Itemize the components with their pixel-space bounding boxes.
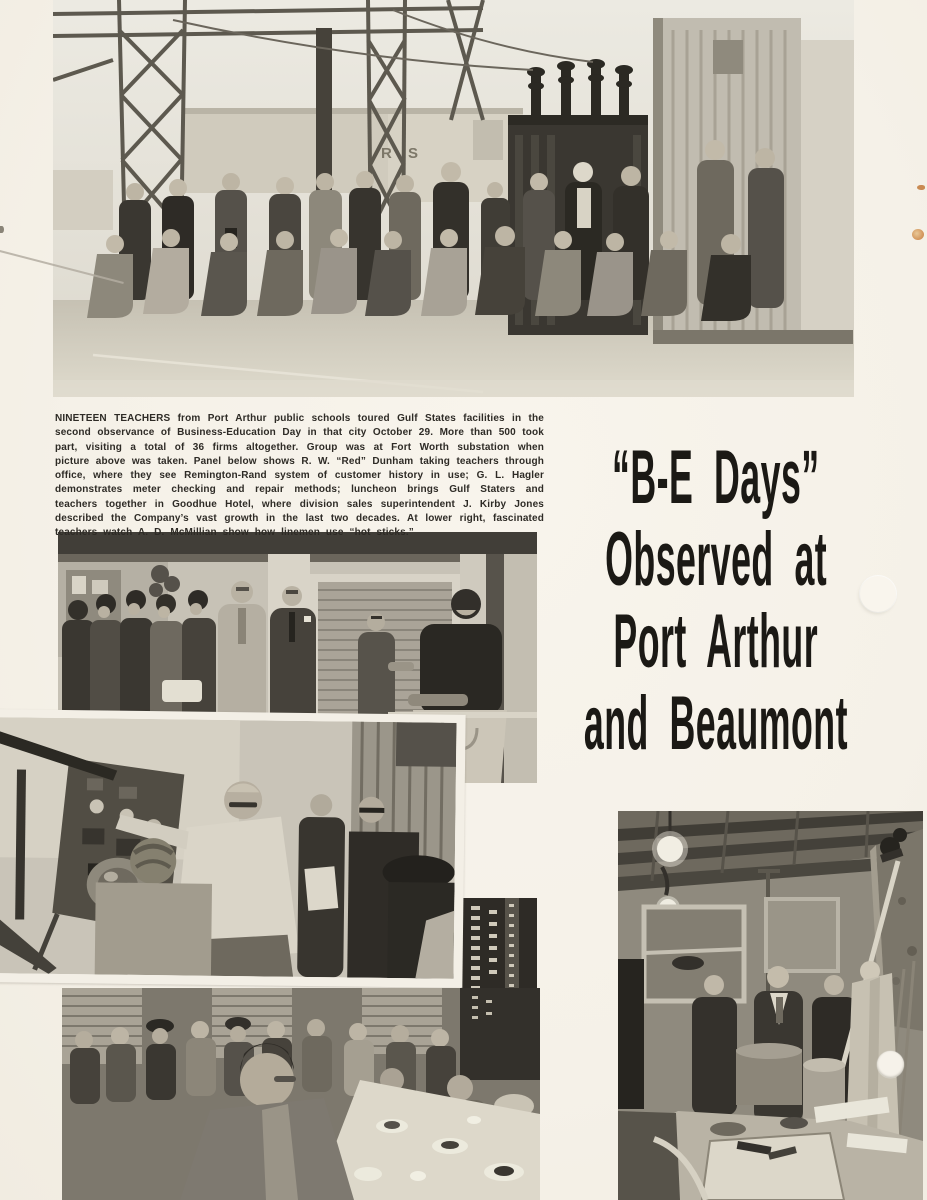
luncheon-photo <box>62 988 540 1200</box>
luncheon-photo-art <box>62 988 540 1200</box>
hot-sticks-photo <box>618 811 923 1200</box>
rust-speck-bottom <box>912 229 924 240</box>
rust-speck-top <box>917 185 925 190</box>
headline-line-4: and Beaumont <box>583 680 849 766</box>
page-headline <box>583 434 849 766</box>
crate-mark-left: R S <box>381 145 425 162</box>
headline-line-2: Observed at <box>605 516 827 602</box>
linemen-photo-art <box>618 811 923 1200</box>
panel-photo-art <box>0 717 457 979</box>
papers <box>162 680 202 702</box>
headline-line-1: “B-E Days” <box>612 434 820 520</box>
binder-hole <box>877 1051 904 1078</box>
meter-demo-photo <box>0 717 457 979</box>
edge-speck <box>0 226 4 233</box>
binder-hole-faint <box>860 576 896 612</box>
photo-caption: NINETEEN TEACHERS from Port Arthur public schools toured Gulf States facilities in the second observance of Business-Education Day in that city October 29. More than 500 took part, visiting a total of 36 firms altogether. Group was at Fort Worth substation when picture above was taken. Panel below shows R. W. “Red” Dunham taking teachers through office, where they see Remington-Rand system of customer history in use; G. L. Hagler demonstrates meter checking and repair methods; luncheon brings Gulf Staters and teachers together in Goodhue Hotel, where division sales superintendent J. Kirby Jones described the Company’s vast growth in the last two decades. At lower right, fascinated teachers watch A. D. McMillian show how linemen use “hot sticks.” <box>55 413 544 539</box>
substation-photo-art <box>53 0 854 397</box>
meter-demo-photo-frame <box>0 709 466 988</box>
headline-line-3: Port Arthur <box>613 598 819 684</box>
substation-group-photo <box>53 0 854 397</box>
